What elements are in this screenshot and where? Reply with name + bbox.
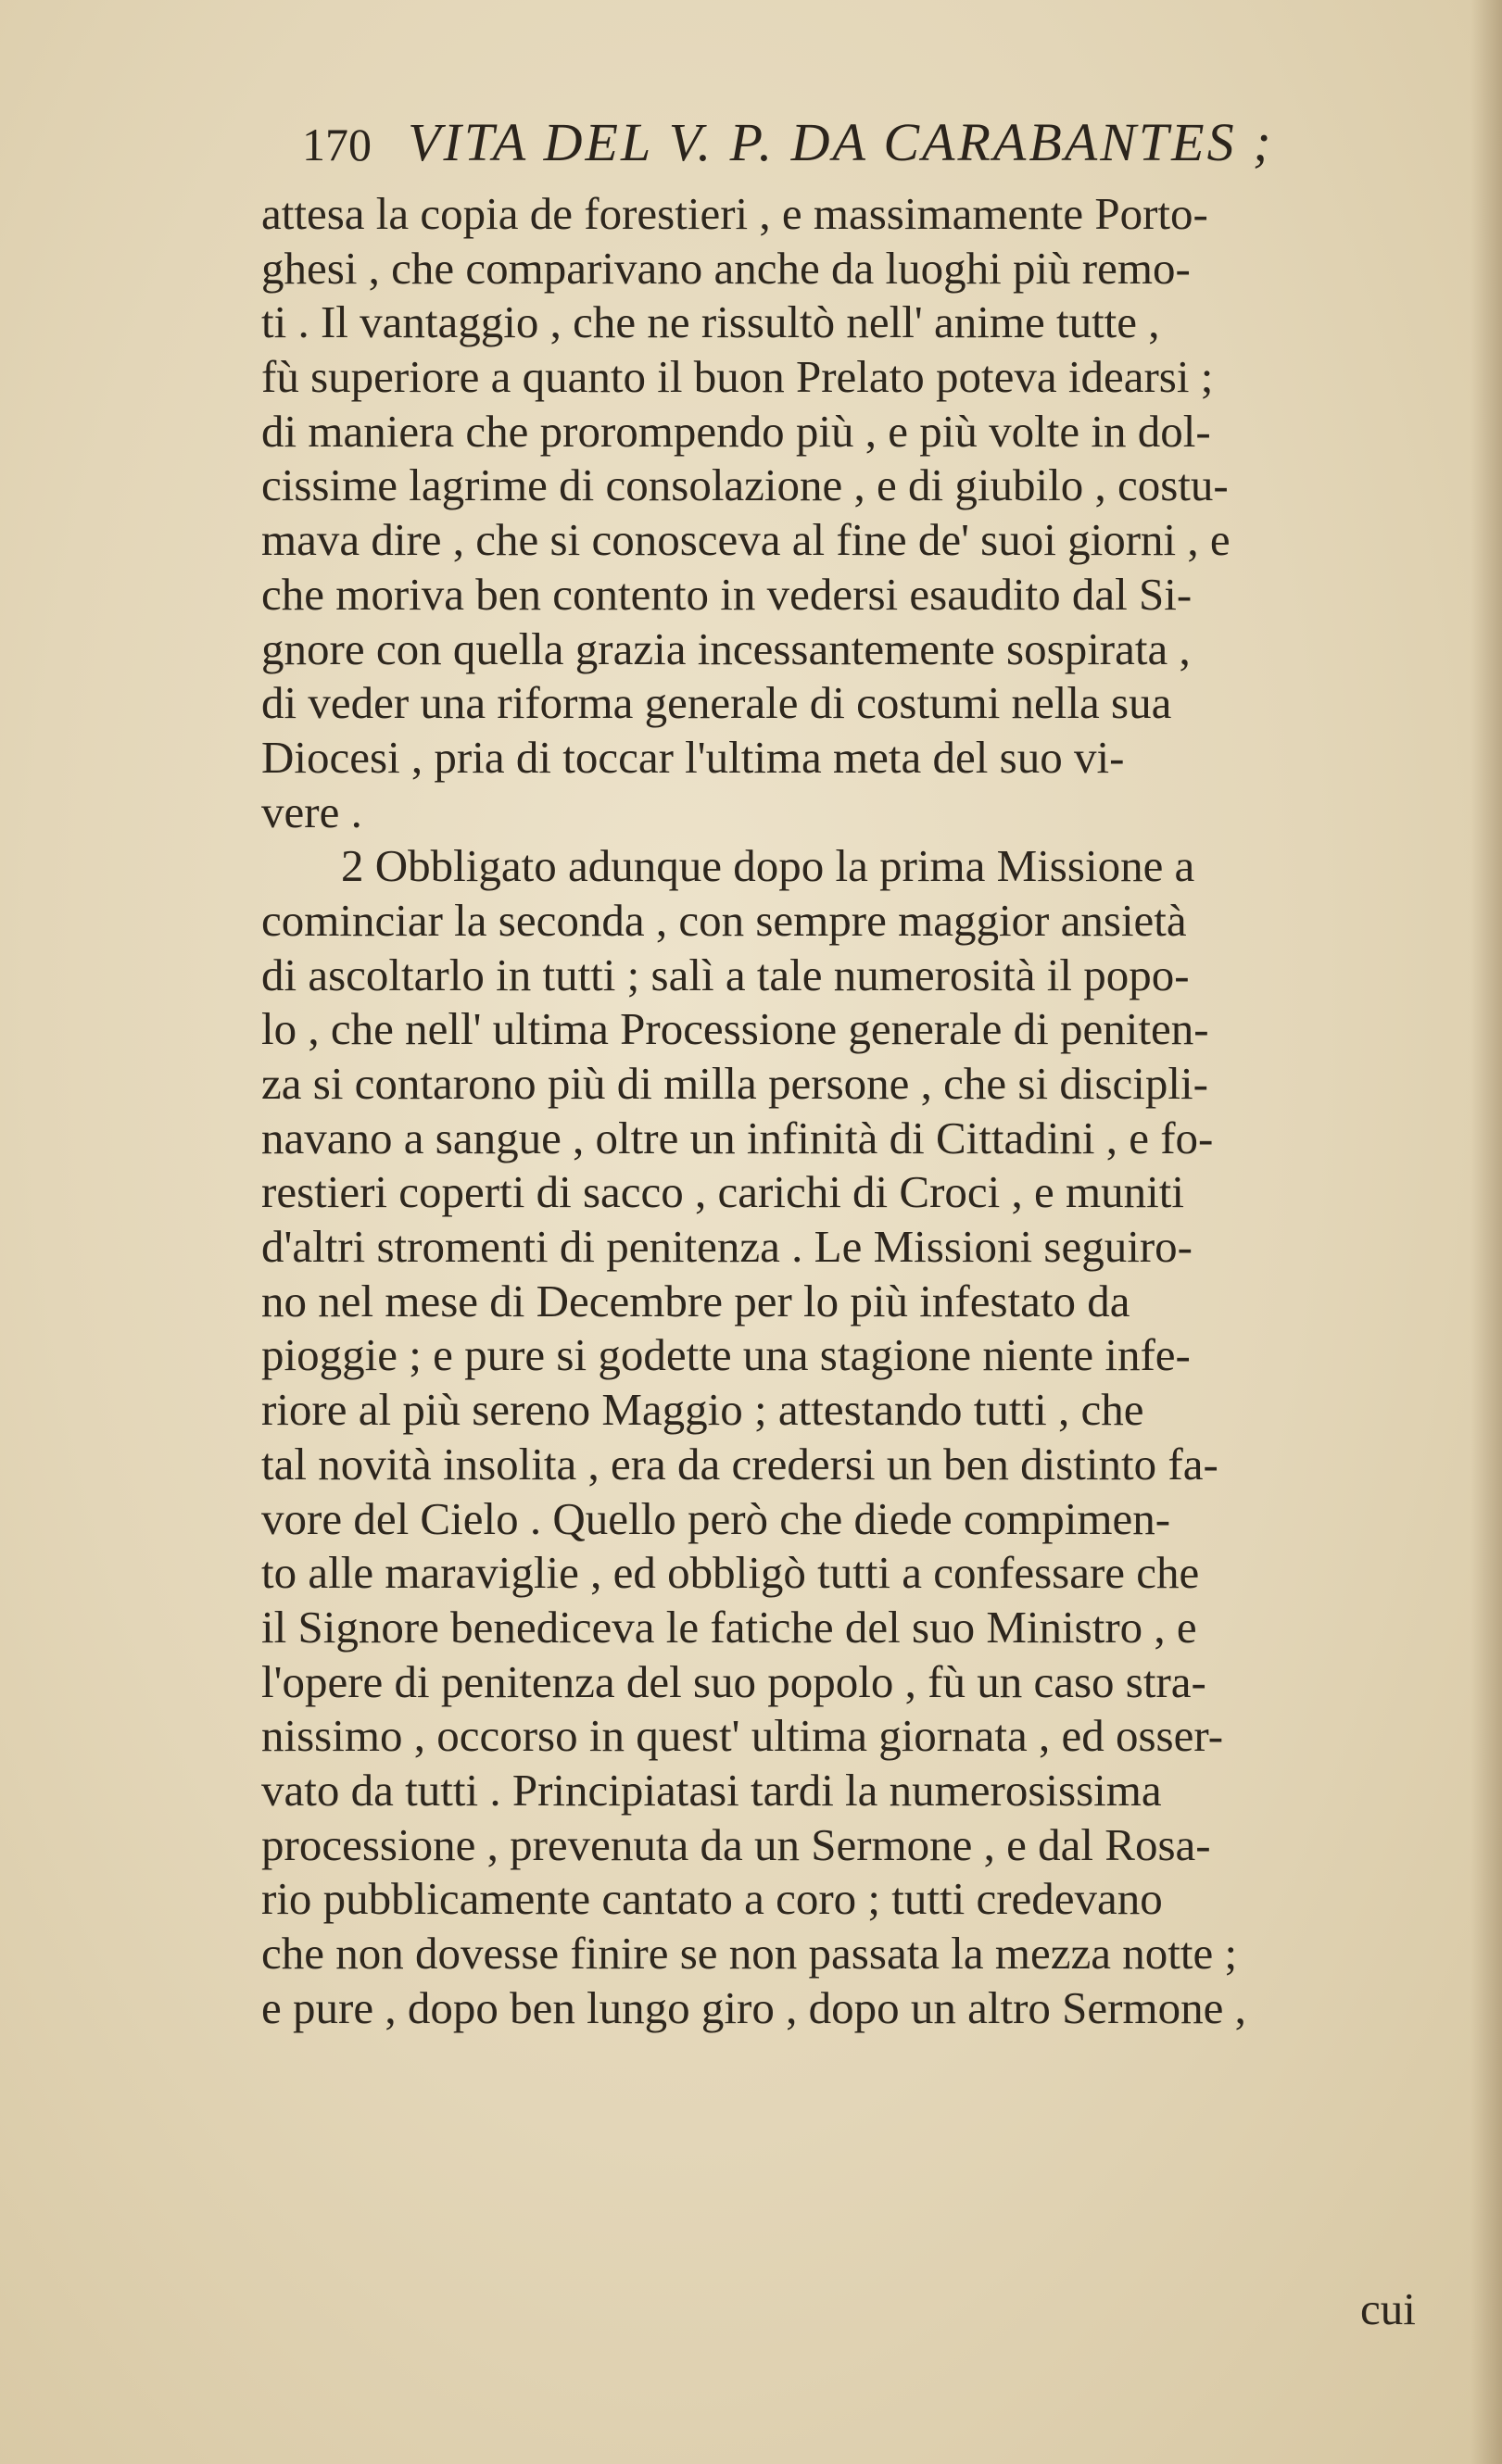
text-line: attesa la copia de forestieri , e massimamente Porto- <box>261 188 1208 239</box>
text-line: mava dire , che si conosceva al fine de' suoi giorni , e <box>261 514 1231 566</box>
text-line: cissime lagrime di consolazione , e di giubilo , costu- <box>261 459 1229 511</box>
text-line: riore al più sereno Maggio ; attestando tutti , che <box>261 1384 1144 1436</box>
text-line: no nel mese di Decembre per lo più infestato da <box>261 1275 1130 1326</box>
paragraph-start-line: 2 Obbligato adunque dopo la prima Missione a <box>341 840 1195 892</box>
text-line: fù superiore a quanto il buon Prelato poteva idearsi ; <box>261 351 1214 403</box>
text-line: d'altri stromenti di penitenza . Le Missioni seguiro- <box>261 1221 1193 1273</box>
text-line: to alle maraviglie , ed obbligò tutti a confessare che <box>261 1547 1200 1599</box>
text-line: processione , prevenuta da un Sermone , e dal Rosa- <box>261 1818 1211 1870</box>
text-line: vato da tutti . Principiatasi tardi la numerosissima <box>261 1764 1162 1816</box>
text-line: e pure , dopo ben lungo giro , dopo un altro Sermone , <box>261 1981 1246 2033</box>
text-line: cominciar la seconda , con sempre maggior ansietà <box>261 894 1187 946</box>
text-line: za si contarono più di milla persone , che si discipli- <box>261 1058 1208 1109</box>
page-number: 170 <box>302 119 372 170</box>
text-line: lo , che nell' ultima Processione generale di peniten- <box>261 1003 1209 1055</box>
page-header <box>302 111 1502 185</box>
catchword: cui <box>1360 2283 1416 2334</box>
text-line: che non dovesse finire se non passata la mezza notte ; <box>261 1928 1238 1979</box>
text-line: gnore con quella grazia incessantemente sospirata , <box>261 622 1191 674</box>
running-title: VITA DEL V. P. DA CARABANTES ; <box>408 112 1274 172</box>
text-line: di veder una riforma generale di costumi nella sua <box>261 677 1172 729</box>
text-line: ghesi , che comparivano anche da luoghi più remo- <box>261 242 1191 294</box>
text-line: tal novità insolita , era da credersi un ben distinto fa- <box>261 1438 1218 1490</box>
text-line: rio pubblicamente cantato a coro ; tutti credevano <box>261 1873 1163 1925</box>
text-line: vere . <box>261 786 362 837</box>
text-line: vore del Cielo . Quello però che diede compimen- <box>261 1492 1171 1544</box>
text-line: che moriva ben contento in vedersi esaudito dal Si- <box>261 568 1193 620</box>
text-line: navano a sangue , oltre un infinità di Cittadini , e fo- <box>261 1112 1214 1163</box>
text-line: di ascoltarlo in tutti ; salì a tale numerosità il popo- <box>261 949 1190 1000</box>
text-line: nissimo , occorso in quest' ultima giornata , ed osser- <box>261 1710 1224 1762</box>
text-line: il Signore benediceva le fatiche del suo Ministro , e <box>261 1601 1197 1653</box>
text-line: pioggie ; e pure si godette una stagione niente infe- <box>261 1329 1191 1381</box>
text-line: l'opere di penitenza del suo popolo , fù un caso stra- <box>261 1655 1206 1707</box>
text-line: Diocesi , pria di toccar l'ultima meta del suo vi- <box>261 731 1125 783</box>
text-line: ti . Il vantaggio , che ne rissultò nell' anime tutte , <box>261 296 1160 348</box>
text-line: di maniera che prorompendo più , e più volte in dol- <box>261 405 1211 457</box>
text-line: restieri coperti di sacco , carichi di Croci , e muniti <box>261 1166 1184 1218</box>
body-text <box>261 187 1494 2392</box>
